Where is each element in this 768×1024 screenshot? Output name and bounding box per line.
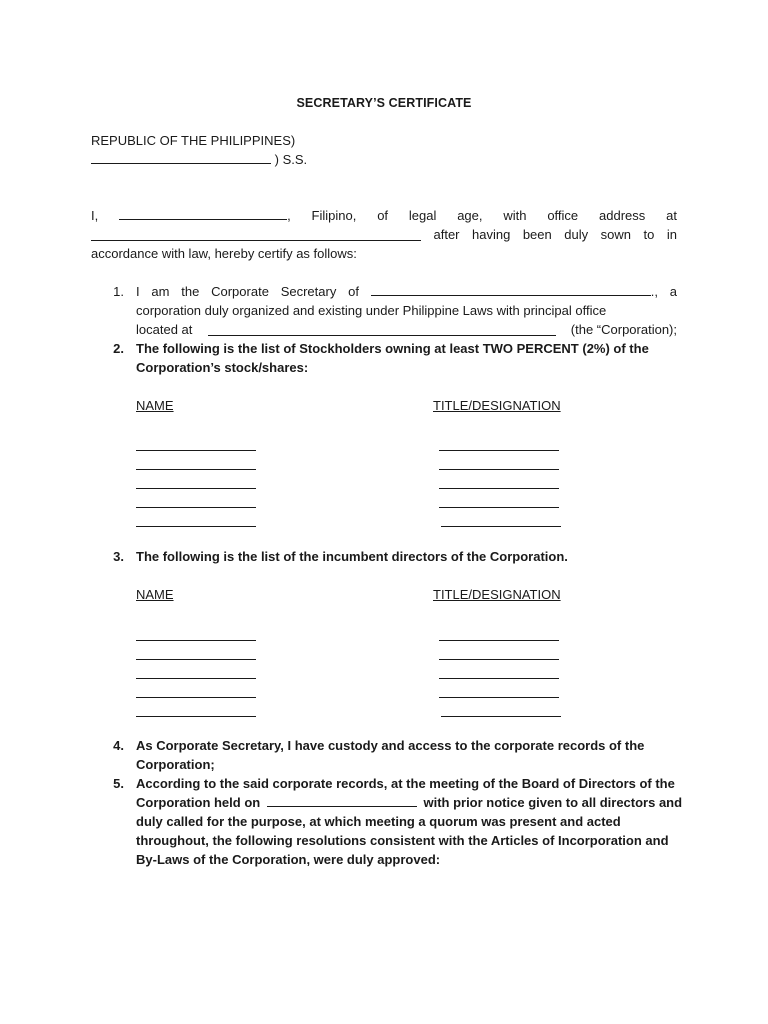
- signature-line: [136, 697, 256, 698]
- item-word: a: [669, 284, 677, 299]
- intro-line-1: [91, 207, 677, 225]
- table2-title-header: TITLE/DESIGNATION: [433, 587, 561, 602]
- signature-line: [439, 469, 559, 470]
- signature-line: [136, 640, 256, 641]
- item5-line-4: throughout, the following resolutions consistent with the Articles of Incorporation and: [136, 833, 669, 848]
- item-punct: .,: [650, 284, 658, 299]
- signature-line: [439, 450, 559, 451]
- item-word: located at: [136, 322, 193, 337]
- item1-line-3: [136, 321, 677, 339]
- item-word: Corporation held on: [136, 795, 261, 810]
- venue-ss-line: [91, 151, 307, 169]
- signature-line: [136, 716, 256, 717]
- signature-line: [439, 507, 559, 508]
- item1-line-1: [136, 283, 677, 301]
- signature-line: [136, 659, 256, 660]
- signature-line: [439, 659, 559, 660]
- item-number: 2.: [113, 341, 124, 356]
- intro-word: at: [666, 208, 677, 223]
- office-blank: [208, 323, 556, 336]
- signature-line: [136, 507, 256, 508]
- signature-line: [136, 450, 256, 451]
- venue-republic: REPUBLIC OF THE PHILIPPINES): [91, 133, 296, 148]
- signature-line: [441, 526, 561, 527]
- signature-line: [136, 678, 256, 679]
- intro-line-3: accordance with law, hereby certify as follows:: [91, 246, 357, 261]
- intro-word: address: [599, 208, 646, 223]
- table2-name-header: NAME: [136, 587, 174, 602]
- intro-word: with: [503, 208, 527, 223]
- signature-line: [439, 678, 559, 679]
- venue-blank: [91, 151, 271, 164]
- intro-word: legal: [408, 208, 437, 223]
- item4-line-1: As Corporate Secretary, I have custody and access to the corporate records of the: [136, 738, 645, 753]
- meeting-date-blank: [267, 794, 417, 807]
- item5-line-5: By-Laws of the Corporation, were duly approved:: [136, 852, 441, 867]
- table1-title-header: TITLE/DESIGNATION: [433, 398, 561, 413]
- item-number: 1.: [113, 284, 124, 299]
- document-title: SECRETARY’S CERTIFICATE: [296, 96, 472, 110]
- item2-line-1: The following is the list of Stockholders owning at least TWO PERCENT (2%) of the: [136, 341, 649, 356]
- item2-line-2: Corporation’s stock/shares:: [136, 360, 309, 375]
- signature-line: [439, 640, 559, 641]
- intro-word: having: [472, 227, 511, 242]
- corporation-field: [371, 283, 658, 301]
- intro-word: age,: [457, 208, 483, 223]
- signature-line: [441, 716, 561, 717]
- item-word: I: [136, 284, 140, 299]
- intro-comma: ,: [287, 208, 291, 223]
- intro-name-field: [119, 207, 291, 225]
- signature-line: [136, 488, 256, 489]
- item-word: Secretary: [280, 284, 337, 299]
- item5-line-2: [136, 794, 682, 812]
- signature-line: [439, 697, 559, 698]
- item-word: the: [181, 284, 200, 299]
- item5-line-1: According to the said corporate records, at the meeting of the Board of Directors of the: [136, 776, 675, 791]
- item4-line-2: Corporation;: [136, 757, 215, 772]
- intro-word: sown: [600, 227, 631, 242]
- item-word: am: [151, 284, 170, 299]
- intro-word: duly: [564, 227, 589, 242]
- item1-line-2: corporation duly organized and existing under Philippine Laws with principal office: [136, 303, 607, 318]
- item3-line-1: The following is the list of the incumbent directors of the Corporation.: [136, 549, 568, 564]
- intro-word: Filipino,: [311, 208, 357, 223]
- corporation-blank: [371, 283, 651, 296]
- item-word: of: [348, 284, 359, 299]
- item-word: (the “Corporation);: [570, 322, 677, 337]
- intro-word: in: [666, 227, 677, 242]
- intro-word: office: [547, 208, 579, 223]
- intro-line-2: [91, 226, 677, 244]
- item-word: with prior notice given to all directors and: [423, 795, 683, 810]
- item-number: 4.: [113, 738, 124, 753]
- table1-name-header: NAME: [136, 398, 174, 413]
- item5-line-3: duly called for the purpose, at which meeting a quorum was present and acted: [136, 814, 621, 829]
- signature-line: [136, 526, 256, 527]
- intro-word: been: [522, 227, 552, 242]
- address-blank: [91, 228, 421, 241]
- name-blank: [119, 207, 287, 220]
- item-word: Corporate: [211, 284, 269, 299]
- intro-word: after: [433, 227, 460, 242]
- intro-word: of: [377, 208, 389, 223]
- intro-word: to: [643, 227, 655, 242]
- signature-line: [136, 469, 256, 470]
- signature-line: [439, 488, 559, 489]
- intro-word: I,: [91, 208, 99, 223]
- item-number: 3.: [113, 549, 124, 564]
- venue-ss: ) S.S.: [274, 152, 308, 167]
- item-number: 5.: [113, 776, 124, 791]
